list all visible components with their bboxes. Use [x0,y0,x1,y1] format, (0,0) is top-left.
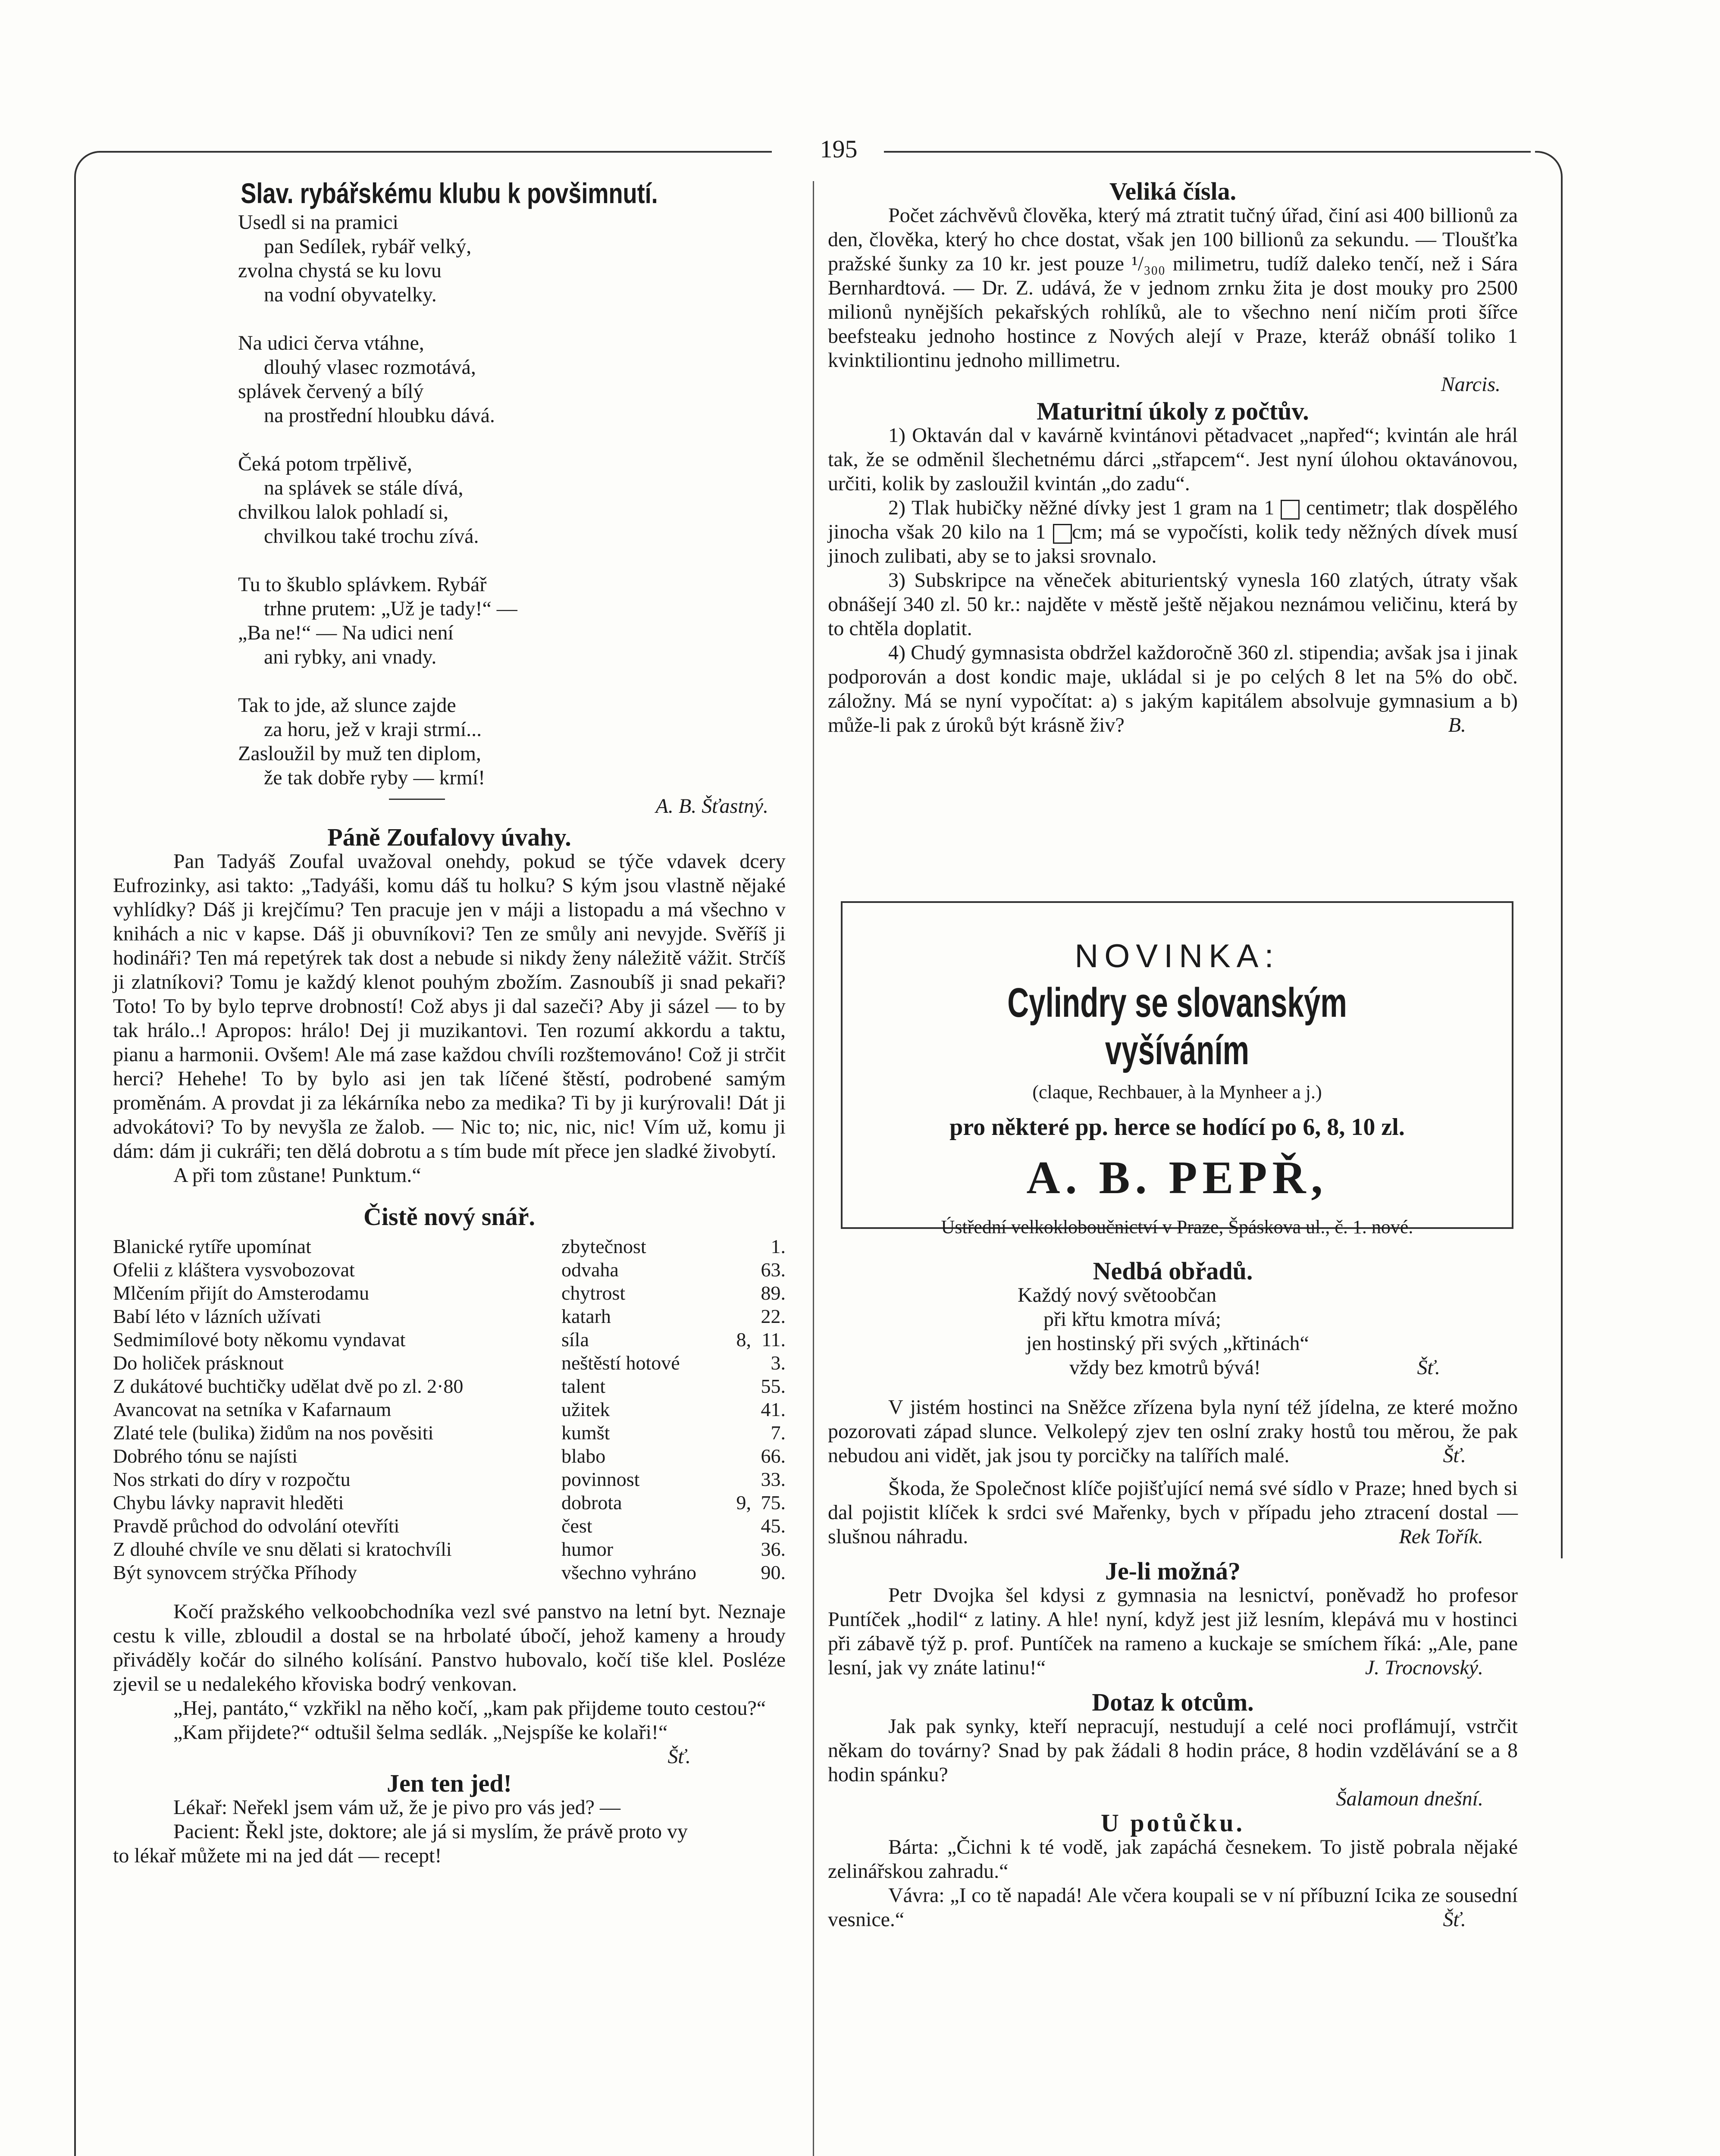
fathers-text: Jak pak synky, kteří nepracují, nestudují a celé noci proflámují, vstrčit někam do továrny? Snad by pak žádali 8 hodin práce, 8 hodin vzdělávání se a 8 hodin spánku? [828,1715,1518,1786]
table-row [113,1514,786,1538]
dream-item: Pravdě průchod do odvolání otevříti [113,1515,400,1537]
ad-address: Ústřední velkokloboučnictví v Praze, Špáskova ul., č. 1. nové. [941,1216,1413,1238]
dream-item: Babí léto v lázních užívati [113,1305,321,1327]
dream-item: Mlčením přijít do Amsterodamu [113,1282,370,1304]
dream-meaning: povinnost [561,1468,640,1490]
right-column [828,177,1518,737]
dream-number-a [725,1282,751,1305]
poem-line: za horu, jež v kraji strmí... [264,718,482,741]
poem-line: splávek červený a bílý [238,380,424,403]
left-column [113,177,786,1868]
matura-title: Maturitní úkoly z počtův. [1037,397,1309,425]
dream-number-b: 55. [761,1375,786,1397]
dream-number-a [725,1235,751,1258]
poem-line: chvilkou lalok pohladí si, [238,501,448,523]
brook-line-2: Vávra: „I co tě napadá! Ale včera koupali se v ní příbuzní Icika ze sousední vesnice.“ [828,1884,1518,1931]
poem-line: Každý nový světoobčan [1018,1284,1217,1307]
advertisement-box [841,901,1513,1238]
table-row [113,1561,786,1584]
dream-number-b: 1. [771,1235,786,1257]
poem-line: ani rybky, ani vnady. [264,646,437,668]
matura-task-1: 1) Oktaván dal v kavárně kvintánovi pětadvacet „napřed“; kvintán ale hrál tak, že se odměnil šlechetnému dárci „střapcem“. Jest nyní úlohou oktavánovou, určiti, kolik by zasloužil kvintán „do zadu“. [828,424,1518,495]
poem-line: při křtu kmotra mívá; [1043,1308,1221,1331]
poem-line: na prostřední hloubku dává. [264,404,495,427]
poem-line: trhne prutem: „Už je tady!“ — [264,597,517,620]
fathers-title: Dotaz k otcům. [1092,1688,1254,1716]
dream-number-a [725,1514,751,1538]
dream-number-b: 7. [771,1422,786,1444]
dream-number-b: 66. [761,1445,786,1467]
dream-number-a [725,1258,751,1282]
dream-title: Čistě nový snář. [363,1203,535,1231]
poison-line-3: to lékař můžete mi na jed dát — recept! [113,1844,442,1867]
table-row [113,1468,786,1491]
dream-number-b: 63. [761,1259,786,1281]
author-signature: Šť. [667,1745,691,1768]
poem-line: „Ba ne!“ — Na udici není [238,621,454,644]
dream-number-a [725,1351,751,1375]
dream-table [113,1235,786,1584]
dream-meaning: blabo [561,1445,606,1467]
dream-meaning: síla [561,1329,589,1351]
coachman-p2: „Hej, pantáto,“ vzkřikl na něho kočí, „kam pak přijdeme touto cestou?“ [173,1697,766,1720]
matura-task-2 [828,496,1518,568]
poem-line: vždy bez kmotrů bývá! [1069,1356,1261,1379]
zoufal-last-line: A při tom zůstane! Punktum.“ [173,1164,421,1187]
table-row [113,1235,786,1258]
numbers-text: Počet záchvěvů člověka, který má ztratit tučný úřad, činí asi 400 billionů za den, člověka, který ho chce dostat, však jen 100 billionů za sekundu. — Tloušťka pražské šunky za 10 kr. jest pouze ¹/₃₀₀ milimetru, tudíž daleko tenčí, než i Sára Bernhardtová. — Dr. Z. udává, že v jednom zrnku žita je dost mouky pro 2500 milionů nynějších pekařských rohlíků, ale to všechno není ničím proti šířce beefsteaku jednoho hostince z Nových alejí v Praze, kteráž obnáší toliko 1 kvinktiliontinu jednoho millimetru. [828,204,1518,372]
possible-text: Petr Dvojka šel kdysi z gymnasia na lesnictví, poněvadž ho profesor Puntíček „hodil“ z latiny. A hle! nyní, když jest již lesním, klepává mu v hostinci při zábavě týž p. prof. Puntíček na rameno a kuckaje se smíchem říká: „Ale, pane lesní, jak vy znáte latinu!“ [828,1584,1518,1679]
dream-meaning: zbytečnost [561,1235,646,1257]
dream-number-b: 45. [761,1515,786,1537]
dream-item: Z dukátové buchtičky udělat dvě po zl. 2·80 [113,1375,464,1397]
ad-price: pro některé pp. herce se hodící po 6, 8, 10 zl. [949,1114,1405,1141]
dream-item: Ofelii z kláštera vysvobozovat [113,1259,355,1281]
author-signature: Rek Tořík. [1399,1525,1483,1548]
brook-line-1: Bárta: „Čichni k té vodě, jak zapáchá česnekem. To jistě pobrala nějaké zelinářskou zahradu.“ [828,1836,1518,1883]
ad-headline: NOVINKA: [1075,938,1280,975]
dream-meaning: všechno vyhráno [561,1561,696,1583]
dream-number-a [725,1561,751,1584]
dream-number-b: 36. [761,1538,786,1560]
dream-number-a [725,1305,751,1328]
coachman-p1: Kočí pražského velkoobchodníka vezl své panstvo na letní byt. Neznaje cestu k ville, zbloudil a dostal se na hrbolaté úbočí, jehož kameny a hroudy přiváděly kočár do silného kolísání. Panstvo hubovalo, kočí tiše klel. Posléze zjevil se u nedalekého křoviska bodrý venkovan. [113,1600,786,1695]
table-row [113,1398,786,1421]
poem-line: dlouhý vlasec rozmotává, [264,356,476,379]
dream-meaning: talent [561,1375,606,1397]
zoufal-text: Pan Tadyáš Zoufal uvažoval onehdy, pokud se týče vdavek dcery Eufrozinky, asi takto: „Tadyáši, komu dáš tu holku? S kým jsou vlastně nějaké vyhlídky? Dáš ji krejčímu? Ten pracuje jen v máji a listopadu a má všechno v knihách a nic v kapse. Dáš ji obuvníkovi? Ten ze smůly ani nevyjde. Svěříš ji hodináři? Ten má repetýrek tak dost a nebude si nikdy ženy náležitě vážit. Strčíš ji zlatníkovi? Tomu je každý klenot pouhým zbožím. Zasnoubíš ji snad pekaři? Toto! To by bylo teprve drobností! Což abys ji dal sazeči? Aby ji sázel — to by tak hrálo..! Apropos: hrálo! Dej ji muzikantovi. Ten rozumí akkordu a taktu, pianu a harmonii. Ovšem! Ale má zase každou chvíli rozštemováno! Což ji strčit herci? Hehehe! To by bylo asi jen tak líčené štěstí, podrobené samým proměnám. A provdat ji za lékárníka nebo za medika? Ti by ji kurýrovali! Dát ji advokátovi? To by nevyšla ze žalob. — Nic to; nic, nic, nic! Vím už, komu ji dám: dám ji cukráři; ten dělá dobrotu a s tím bude mít přece jen sladké živobytí. [113,850,786,1163]
table-row [113,1258,786,1282]
matura-task-4: 4) Chudý gymnasista obdržel každoročně 360 zl. stipendia; avšak jsa i jinak podporován a dost kondic maje, ukládal si je po celých 8 let na 5% do obč. záložny. Má se nyní vypočítat: a) s jakým kapitálem absolvuje gymnasium a b) může-li pak z úroků být krásně živ? [828,641,1518,736]
dream-meaning: kumšt [561,1422,610,1444]
dream-number-b: 3. [771,1352,786,1374]
rites-title: Nedbá obřadů. [1093,1257,1253,1285]
dream-item: Do holiček prásknout [113,1352,284,1374]
poem-line: Na udici červa vtáhne, [238,332,424,354]
dream-item: Zlaté tele (bulika) židům na nos pověsiti [113,1422,434,1444]
poison-title: Jen ten jed! [387,1769,512,1797]
dream-number-b: 75. [761,1492,786,1514]
table-row [113,1421,786,1445]
dream-item: Z dlouhé chvíle ve snu dělati si kratochvíli [113,1538,452,1560]
poem-line: Usedl si na pramici [238,211,398,234]
matura-task-2a: 2) Tlak hubičky něžné dívky jest 1 gram na 1 [888,496,1275,519]
table-row [113,1351,786,1375]
dream-number-a [725,1445,751,1468]
poem-stanza [238,331,786,428]
poem-line: zvolna chystá se ku lovu [238,259,442,282]
table-row [113,1491,786,1514]
snezka-text: V jistém hostinci na Sněžce zřízena byla nyní též jídelna, ze které možno pozorovati západ slunce. Velkolepý zjev ten oslní zraky hostů tou měrou, že pak nebudou ani vidět, jak jsou ty porcičky na talířích malé. [828,1396,1518,1467]
ad-product: Cylindry se slovanským vyšíváním [1007,980,1347,1073]
matura-task-2b: centimetr; tlak dospělého jinocha však 20 kilo na 1 [828,496,1518,543]
dream-number-b: 90. [761,1561,786,1583]
table-row [113,1328,786,1351]
dream-number-a [725,1375,751,1398]
dream-item: Avancovat na setníka v Kafarnaum [113,1398,392,1420]
table-row [113,1375,786,1398]
dream-number-b: 33. [761,1468,786,1490]
dream-item: Být synovcem strýčka Příhody [113,1561,357,1583]
header-rule-left [99,151,772,153]
dream-number-a [725,1398,751,1421]
author-signature: J. Trocnovský. [1365,1656,1483,1679]
ad-variants: (claque, Rechbauer, à la Mynheer a j.) [1032,1081,1322,1103]
square-symbol [1053,524,1072,544]
dream-number-a [725,1468,751,1491]
author-signature: Narcis. [1441,373,1501,396]
dream-meaning: odvaha [561,1259,619,1281]
dream-number-b: 89. [761,1282,786,1304]
table-row [113,1538,786,1561]
author-signature: Šť. [1443,1444,1466,1467]
poem-line: Tak to jde, až slunce zajde [238,694,456,717]
poem-line: že tak dobře ryby — krmí! [264,766,486,789]
table-row [113,1282,786,1305]
dream-number-a [725,1538,751,1561]
numbers-title: Veliká čísla. [1109,177,1237,205]
page-number: 195 [820,135,858,163]
ad-company: A. B. PEPŘ, [1026,1152,1328,1203]
right-column-lower [828,1259,1518,1932]
poison-line-2: Pacient: Řekl jste, doktore; ale já si myslím, že právě proto vy [173,1820,688,1843]
poem-line: Tu to škublo splávkem. Rybář [238,573,487,596]
dream-meaning: dobrota [561,1492,622,1514]
dream-item: Blanické rytíře upomínat [113,1235,311,1257]
poem-line: na vodní obyvatelky. [264,283,437,306]
header-rule-right [884,151,1531,153]
dream-meaning: katarh [561,1305,611,1327]
dream-item: Dobrého tónu se najísti [113,1445,298,1467]
poem-line: pan Sedílek, rybář velký, [264,235,472,258]
possible-title: Je-li možná? [1105,1557,1241,1585]
dream-meaning: užitek [561,1398,610,1420]
insurance-text: Škoda, že Společnost klíče pojišťující nemá své sídlo v Praze; hned bych si dal pojistit klíček k srdci své Mařenky, bych v případu jeho ztracení dostal — slušnou náhradu. [828,1477,1518,1548]
frame-left [74,151,102,2156]
dream-meaning: chytrost [561,1282,626,1304]
matura-task-2c: cm; má se vypočísti, kolik tedy něžných dívek musí jinoch zulibati, aby se to jaksi srovnalo. [828,520,1518,567]
author-signature: B. [1448,714,1466,736]
dream-number-a: 8, [736,1329,751,1351]
dream-item: Nos strkati do díry v rozpočtu [113,1468,351,1490]
fishing-title: Slav. rybářskému klubu k povšimnutí. [241,177,658,209]
table-row [113,1305,786,1328]
zoufal-title: Páně Zoufalovy úvahy. [327,823,571,851]
table-row [113,1445,786,1468]
poem-line: Zasloužil by muž ten diplom, [238,742,481,765]
fishing-footer [113,794,786,818]
dream-meaning: humor [561,1538,614,1560]
poem-line: Čeká potom trpělivě, [238,452,412,475]
author-signature: Šalamoun dnešní. [1336,1787,1483,1810]
coachman-p3: „Kam přijdete?“ odtušil šelma sedlák. „Nejspíše ke kolaři!“ [173,1721,668,1744]
fishing-poem [238,210,786,790]
column-divider [813,181,814,2156]
poem-stanza [238,210,786,307]
author-signature: A. B. Šťastný. [655,795,768,818]
poem-line: chvilkou také trochu zívá. [264,525,479,548]
author-signature: Šť. [1417,1356,1440,1379]
poem-stanza [238,452,786,548]
dream-item: Chybu lávky napravit hleděti [113,1492,344,1514]
poem-stanza [238,573,786,669]
frame-right [1535,151,1563,1558]
dream-number-a [725,1421,751,1445]
poem-line: jen hostinský při svých „křtinách“ [1026,1332,1309,1355]
matura-task-3: 3) Subskripce na věneček abiturientský vynesla 160 zlatých, útraty však obnášejí 340 zl. 50 kr.: najděte v městě ještě nějakou neznámou veličinu, která by to chtěla doplatit. [828,569,1518,640]
dream-number-b: 41. [761,1398,786,1420]
dream-number-a: 9, [736,1492,751,1514]
brook-title: U potůčku. [1101,1809,1245,1837]
dream-meaning: neštěstí hotové [561,1352,680,1374]
poem-stanza [238,693,786,790]
poison-line-1: Lékař: Neřekl jsem vám už, že je pivo pro vás jed? — [173,1796,620,1819]
square-symbol [1281,500,1300,520]
dream-number-b: 22. [761,1305,786,1327]
author-signature: Šť. [1443,1908,1466,1931]
dream-item: Sedmimílové boty někomu vyndavat [113,1329,406,1351]
dream-number-b: 11. [761,1329,786,1351]
separator-ornament [389,799,445,800]
dream-meaning: čest [561,1515,592,1537]
poem-line: na splávek se stále dívá, [264,476,464,499]
